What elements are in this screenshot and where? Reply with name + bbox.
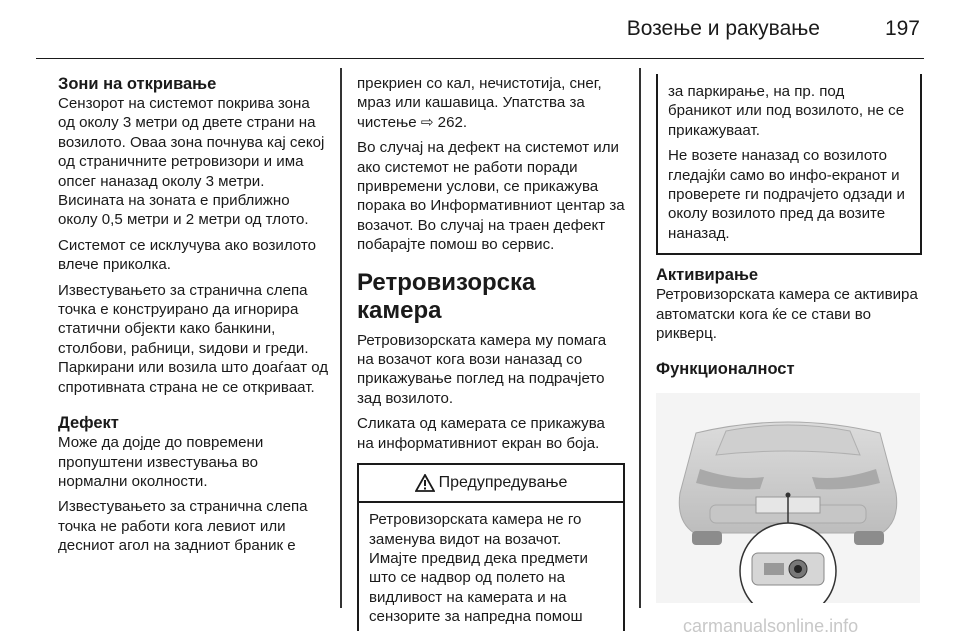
warning-body: Ретровизорската камера не го заменува видот на возачот. Имајте предвид дека предмети што се надвор од полето на видливост на камерата и на сензорите за напредна помош [369, 511, 588, 626]
warning-header [359, 465, 623, 503]
defect-malfunction-paragraph: Во случај на дефект на системот или ако системот не работи поради привремени услови, се прикажува порака во Информативниот центар за возачот. Во случај на траен дефект побарајте помош во сервис. [357, 139, 625, 254]
defect-paragraph-1: Може да дојде до повремени пропуштени известувања во нормални околности. [58, 434, 264, 490]
column-3 [656, 74, 922, 603]
defect-heading: Дефект [58, 414, 119, 433]
page-header [36, 0, 924, 59]
warning-title: Предупредување [438, 474, 568, 492]
activation-heading: Активирање [656, 266, 759, 285]
zones-heading: Зони на откривање [58, 75, 217, 93]
warning-triangle-icon [415, 474, 435, 492]
page-number: 197 [884, 17, 920, 40]
column-divider-1 [340, 68, 342, 608]
warning-continued-paragraph-1: за паркирање, на пр. под браникот или под возилото, не се прикажуваат. [668, 83, 905, 139]
column-1 [58, 74, 330, 562]
warning-box [357, 463, 625, 630]
zones-paragraph-3: Известувањето за странична слепа точка е конструирано да игнорира статични објекти како банкини, столбови, рабници, ѕидови и греди. Паркирани или возила што доаѓаат од спротивната страна не се откриваат. [58, 281, 329, 396]
watermark: carmanualsonline.info [683, 616, 859, 636]
function-heading: Функционалност [656, 360, 795, 379]
camera-heading: Ретровизорска камера [357, 268, 536, 324]
car-rear-camera-image [656, 393, 920, 603]
column-divider-2 [639, 68, 641, 608]
zones-paragraph-2: Системот се исклучува ако возилото влече приколка. [58, 236, 317, 274]
rear-camera-illustration [656, 393, 920, 603]
warning-continued-paragraph-2: Не возете наназад со возилото гледајќи само во инфо-екранот и проверете ги подрачјето одзади и околу возилото пред да возите наназад. [668, 147, 905, 242]
camera-paragraph-1: Ретровизорската камера му помага на возачот кога вози наназад со прикажување поглед на подрачјето зад возилото. [357, 331, 607, 407]
camera-paragraph-2: Сликата од камерата се прикажува на информативниот екран во боја. [357, 415, 605, 452]
column-2 [357, 74, 625, 631]
defect-paragraph-2: Известувањето за странична слепа точка не работи кога левиот или десниот агол на задниот браник е [58, 498, 308, 555]
activation-paragraph: Ретровизорската камера се активира автоматски кога ќе се стави во рикверц. [656, 286, 918, 343]
zones-paragraph-1: Сензорот на системот покрива зона од околу 3 метри од двете страни на возилото. Оваа зона почнува кај секој од страничните ретровизори и има опсег наназад околу 3 метри. Висината на зоната е приближно околу 0,5 метри и 2 метри од тлото. [58, 95, 325, 229]
defect-continued-paragraph: прекриен со кал, нечистотија, снег, мраз или кашавица. Упатства за чистење ⇨ 262. [357, 75, 602, 131]
warning-box-continued [656, 74, 922, 255]
chapter-title: Возење и ракување [626, 17, 820, 40]
